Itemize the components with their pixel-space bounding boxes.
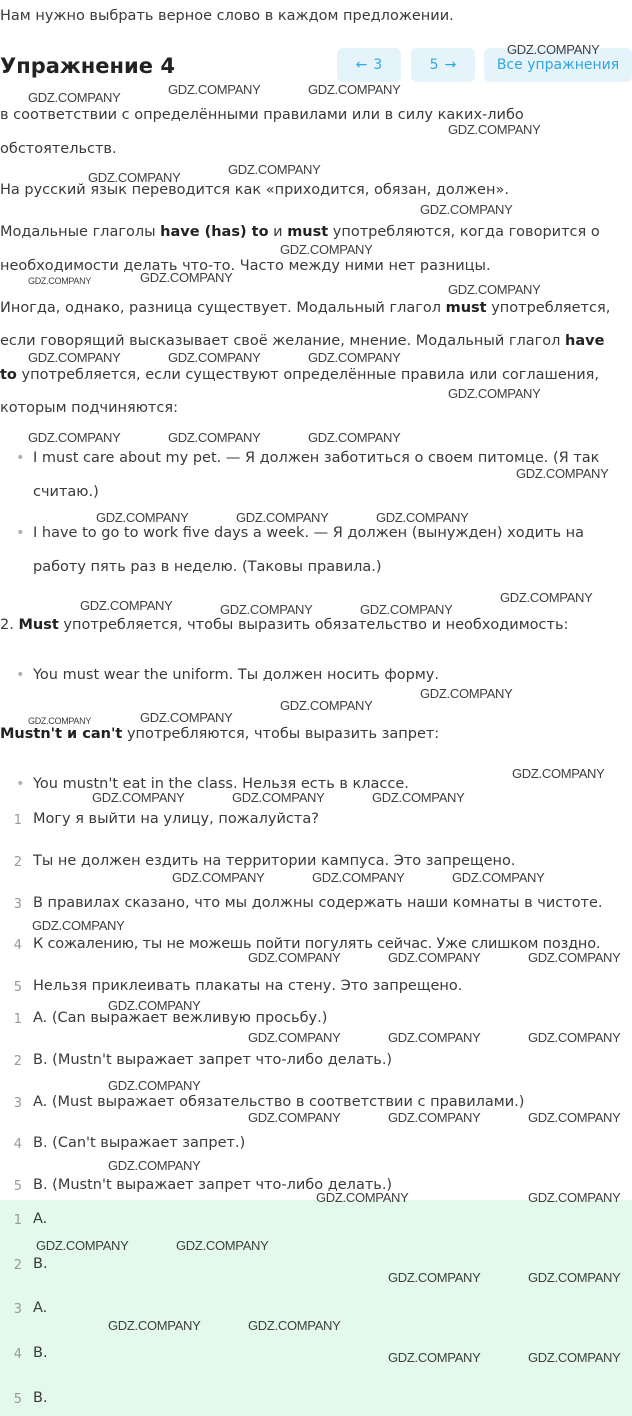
watermark: GDZ.COMPANY bbox=[360, 602, 453, 617]
arrow-left-icon: ← bbox=[355, 57, 368, 73]
theory-line: необходимости делать что-то. Часто между ними нет разницы. bbox=[0, 258, 491, 274]
watermark: GDZ.COMPANY bbox=[92, 790, 185, 805]
watermark: GDZ.COMPANY bbox=[140, 270, 233, 285]
watermark: GDZ.COMPANY bbox=[168, 82, 261, 97]
watermark: GDZ.COMPANY bbox=[388, 1030, 481, 1045]
theory-line: обстоятельств. bbox=[0, 141, 117, 157]
theory-line: если говорящий высказывает своё желание, мнение. Модальный глагол have bbox=[0, 333, 605, 349]
prev-exercise-button[interactable]: ← 3 bbox=[337, 48, 401, 82]
watermark: GDZ.COMPANY bbox=[28, 716, 92, 726]
watermark: GDZ.COMPANY bbox=[248, 950, 341, 965]
watermark: GDZ.COMPANY bbox=[308, 430, 401, 445]
theory-line: На русский язык переводится как «приходится, обязан, должен». bbox=[0, 182, 509, 198]
watermark: GDZ.COMPANY bbox=[388, 950, 481, 965]
watermark: GDZ.COMPANY bbox=[316, 1190, 409, 1205]
watermark: GDZ.COMPANY bbox=[528, 950, 621, 965]
watermark: GDZ.COMPANY bbox=[108, 998, 201, 1013]
theory-line: 2. Must употребляется, чтобы выразить обязательство и необходимость: bbox=[0, 617, 569, 633]
all-exercises-button[interactable]: Все упражнения bbox=[484, 48, 632, 82]
watermark: GDZ.COMPANY bbox=[420, 202, 513, 217]
watermark: GDZ.COMPANY bbox=[448, 386, 541, 401]
theory-line: которым подчиняются: bbox=[0, 400, 178, 416]
watermark: GDZ.COMPANY bbox=[452, 870, 545, 885]
watermark: GDZ.COMPANY bbox=[308, 350, 401, 365]
watermark: GDZ.COMPANY bbox=[500, 590, 593, 605]
watermark: GDZ.COMPANY bbox=[516, 466, 609, 481]
watermark: GDZ.COMPANY bbox=[108, 1158, 201, 1173]
watermark: GDZ.COMPANY bbox=[28, 430, 121, 445]
watermark: GDZ.COMPANY bbox=[312, 870, 405, 885]
watermark: GDZ.COMPANY bbox=[388, 1270, 481, 1285]
next-exercise-button[interactable]: 5 → bbox=[411, 48, 475, 82]
watermark: GDZ.COMPANY bbox=[448, 282, 541, 297]
watermark: GDZ.COMPANY bbox=[388, 1110, 481, 1125]
watermark: GDZ.COMPANY bbox=[308, 82, 401, 97]
watermark: GDZ.COMPANY bbox=[248, 1030, 341, 1045]
watermark: GDZ.COMPANY bbox=[236, 510, 329, 525]
watermark: GDZ.COMPANY bbox=[280, 242, 373, 257]
watermark: GDZ.COMPANY bbox=[28, 276, 92, 286]
watermark: GDZ.COMPANY bbox=[528, 1270, 621, 1285]
watermark: GDZ.COMPANY bbox=[176, 1238, 269, 1253]
watermark: GDZ.COMPANY bbox=[28, 90, 121, 105]
watermark: GDZ.COMPANY bbox=[108, 1318, 201, 1333]
watermark: GDZ.COMPANY bbox=[512, 766, 605, 781]
watermark: GDZ.COMPANY bbox=[448, 122, 541, 137]
watermark: GDZ.COMPANY bbox=[372, 790, 465, 805]
watermark: GDZ.COMPANY bbox=[528, 1110, 621, 1125]
watermark: GDZ.COMPANY bbox=[88, 170, 181, 185]
watermark: GDZ.COMPANY bbox=[528, 1350, 621, 1365]
theory-line: Модальные глаголы have (has) to и must употребляются, когда говорится о bbox=[0, 224, 600, 240]
watermark: GDZ.COMPANY bbox=[420, 686, 513, 701]
watermark: GDZ.COMPANY bbox=[280, 698, 373, 713]
theory-line: Mustn't и can't употребляются, чтобы выразить запрет: bbox=[0, 726, 440, 742]
intro-text: Нам нужно выбрать верное слово в каждом предложении. bbox=[0, 8, 454, 24]
watermark: GDZ.COMPANY bbox=[168, 350, 261, 365]
watermark: GDZ.COMPANY bbox=[36, 1238, 129, 1253]
watermark: GDZ.COMPANY bbox=[248, 1110, 341, 1125]
watermark: GDZ.COMPANY bbox=[80, 598, 173, 613]
watermark: GDZ.COMPANY bbox=[232, 790, 325, 805]
page-title: Упражнение 4 bbox=[0, 54, 175, 78]
watermark: GDZ.COMPANY bbox=[220, 602, 313, 617]
arrow-right-icon: → bbox=[444, 57, 457, 73]
watermark: GDZ.COMPANY bbox=[228, 162, 321, 177]
watermark: GDZ.COMPANY bbox=[248, 1318, 341, 1333]
theory-line: в соответствии с определёнными правилами или в силу каких-либо bbox=[0, 107, 524, 123]
watermark: GDZ.COMPANY bbox=[168, 430, 261, 445]
theory-line: to употребляется, если существуют определённые правила или соглашения, bbox=[0, 367, 599, 383]
watermark: GDZ.COMPANY bbox=[172, 870, 265, 885]
watermark: GDZ.COMPANY bbox=[96, 510, 189, 525]
watermark: GDZ.COMPANY bbox=[388, 1350, 481, 1365]
watermark: GDZ.COMPANY bbox=[376, 510, 469, 525]
watermark: GDZ.COMPANY bbox=[528, 1190, 621, 1205]
theory-line: Иногда, однако, разница существует. Модальный глагол must употребляется, bbox=[0, 300, 611, 316]
watermark: GDZ.COMPANY bbox=[507, 42, 600, 57]
watermark: GDZ.COMPANY bbox=[28, 350, 121, 365]
watermark: GDZ.COMPANY bbox=[528, 1030, 621, 1045]
watermark: GDZ.COMPANY bbox=[140, 710, 233, 725]
answers-panel bbox=[0, 1200, 632, 1416]
watermark: GDZ.COMPANY bbox=[108, 1078, 201, 1093]
watermark: GDZ.COMPANY bbox=[32, 918, 125, 933]
